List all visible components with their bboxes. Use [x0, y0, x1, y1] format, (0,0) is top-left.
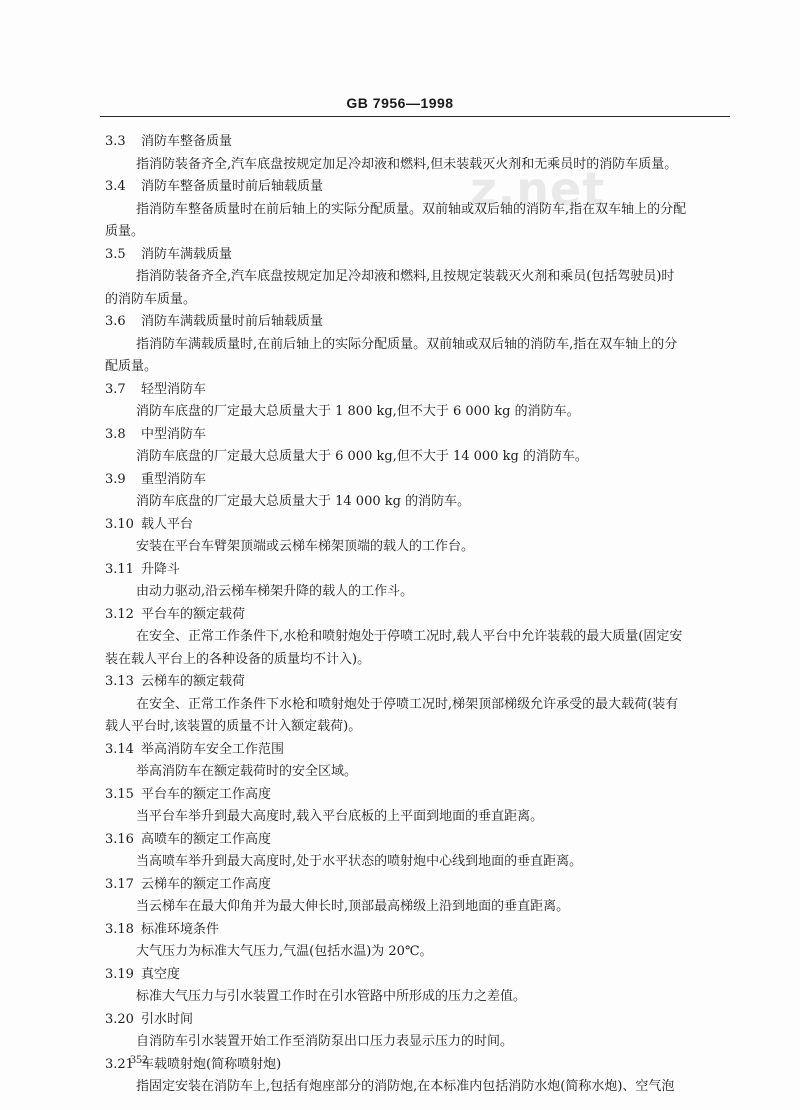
definition-section [105, 739, 737, 784]
definition-section [105, 874, 737, 919]
section-title: 云梯车的额定载荷 [141, 674, 246, 689]
definition-text: 指消防车整备质量时在前后轴上的实际分配质量。双前轴或双后轴的消防车,指在双车轴上的分配 [136, 201, 687, 217]
definition-section [105, 379, 737, 424]
section-number: 3.6 [105, 314, 126, 329]
section-title: 高喷车的额定工作高度 [141, 831, 272, 847]
section-title: 消防车整备质量时前后轴载质量 [141, 179, 324, 194]
definition-text-continuation: 的消防车质量。 [105, 291, 197, 307]
definitions-list [105, 131, 737, 1099]
definition-text: 标准大气压力与引水装置工作时在引水管路中所形成的压力之差值。 [136, 989, 527, 1004]
section-number: 3.15 [105, 786, 134, 802]
section-number: 3.4 [105, 179, 126, 194]
section-heading [105, 874, 737, 897]
definition-text: 指固定安装在消防车上,包括有炮座部分的消防炮,在本标准内包括消防水炮(简称水炮)、空气泡 [136, 1079, 675, 1094]
definition-section [105, 784, 737, 829]
section-title: 轻型消防车 [141, 381, 207, 397]
definition-section [105, 604, 737, 672]
definition-text: 指消防车满载质量时,在前后轴上的实际分配质量。双前轴或双后轴的消防车,指在双车轴上的分 [136, 336, 678, 352]
definition-section [105, 244, 737, 312]
definition-text: 消防车底盘的厂定最大总质量大于 6 000 kg,但不大于 14 000 kg 的消防车。 [136, 449, 588, 464]
section-number: 3.7 [105, 381, 126, 397]
definition-text: 由动力驱动,沿云梯车梯架升降的载人的工作斗。 [136, 584, 414, 599]
section-number: 3.8 [105, 426, 126, 442]
section-heading [105, 514, 737, 537]
section-title: 真空度 [141, 966, 181, 982]
section-heading [105, 964, 737, 987]
definition-section [105, 424, 737, 469]
definition-text: 大气压力为标准大气压力,气温(包括水温)为 20℃。 [136, 944, 433, 959]
definition-section [105, 559, 737, 604]
section-title: 升降斗 [141, 561, 181, 577]
section-title: 中型消防车 [141, 426, 207, 442]
section-number: 3.16 [105, 831, 134, 847]
section-number: 3.18 [105, 921, 134, 937]
section-title: 举高消防车安全工作范围 [141, 741, 285, 757]
definition-text: 当云梯车在最大仰角并为最大伸长时,顶部最高梯级上沿到地面的垂直距离。 [136, 899, 570, 914]
definition-text: 自消防车引水装置开始工作至消防泵出口压力表显示压力的时间。 [136, 1034, 514, 1049]
definition-text: 指消防装备齐全,汽车底盘按规定加足冷却液和燃料,且按规定装载灭火剂和乘员(包括驾驶员)时 [136, 269, 675, 284]
section-number: 3.21 [105, 1056, 134, 1072]
section-number: 3.12 [105, 606, 134, 622]
definition-text: 指消防装备齐全,汽车底盘按规定加足冷却液和燃料,但未装载灭火剂和无乘员时的消防车质量。 [136, 156, 678, 172]
section-heading [105, 919, 737, 942]
definition-text: 消防车底盘的厂定最大总质量大于 14 000 kg 的消防车。 [136, 494, 471, 509]
definition-text: 举高消防车在额定载荷时的安全区域。 [136, 764, 358, 779]
section-heading [105, 424, 737, 447]
standard-header: GB 7956—1998 [346, 95, 454, 111]
section-heading [105, 244, 737, 267]
section-title: 车载喷射炮(简称喷射炮) [141, 1056, 282, 1072]
section-heading [105, 469, 737, 492]
section-heading [105, 559, 737, 582]
definition-text-continuation: 装在载人平台上的各种设备的质量均不计入)。 [105, 651, 371, 667]
section-heading [105, 176, 737, 199]
section-heading [105, 1009, 737, 1032]
definition-section [105, 469, 737, 514]
section-title: 消防车满载质量时前后轴载质量 [141, 314, 324, 329]
definition-text-continuation: 质量。 [105, 224, 145, 239]
section-heading [105, 784, 737, 807]
section-number: 3.11 [105, 561, 134, 577]
section-number: 3.13 [105, 674, 134, 689]
section-number: 3.20 [105, 1011, 134, 1027]
watermark: z.net [470, 162, 606, 216]
section-number: 3.14 [105, 741, 134, 757]
definition-text: 消防车底盘的厂定最大总质量大于 1 800 kg,但不大于 6 000 kg 的消防车。 [136, 404, 580, 419]
definition-section [105, 514, 737, 559]
definition-text: 当平台车举升到最大高度时,载入平台底板的上平面到地面的垂直距离。 [136, 809, 544, 824]
section-title: 平台车的额定载荷 [141, 606, 246, 622]
section-heading [105, 671, 737, 694]
section-number: 3.5 [105, 246, 126, 262]
definition-section [105, 311, 737, 379]
page-number: 352 [130, 1052, 148, 1066]
section-title: 平台车的额定工作高度 [141, 786, 272, 802]
header-rule [100, 116, 730, 117]
definition-section [105, 176, 737, 244]
definition-section [105, 964, 737, 1009]
section-number: 3.10 [105, 516, 134, 532]
section-heading [105, 829, 737, 852]
section-title: 标准环境条件 [141, 921, 220, 937]
section-heading [105, 604, 737, 627]
section-title: 云梯车的额定工作高度 [141, 876, 272, 892]
section-heading [105, 739, 737, 762]
definition-section [105, 1009, 737, 1054]
section-number: 3.3 [105, 134, 126, 149]
definition-text: 在安全、正常工作条件下,水枪和喷射炮处于停喷工况时,载人平台中允许装载的最大质量(固定安 [136, 629, 683, 644]
section-heading [105, 379, 737, 402]
definition-section [105, 671, 737, 739]
section-heading [105, 1054, 737, 1077]
section-heading [105, 131, 737, 154]
definition-section [105, 919, 737, 964]
section-title: 引水时间 [141, 1011, 194, 1027]
definition-section [105, 1054, 737, 1099]
section-number: 3.19 [105, 966, 134, 982]
section-title: 重型消防车 [141, 471, 207, 487]
definition-section [105, 829, 737, 874]
definition-text: 在安全、正常工作条件下水枪和喷射炮处于停喷工况时,梯架顶部梯级允许承受的最大载荷(装有 [136, 696, 679, 712]
definition-text-continuation: 配质量。 [105, 359, 158, 374]
section-title: 消防车满载质量 [141, 246, 233, 262]
section-heading [105, 311, 737, 334]
section-number: 3.17 [105, 876, 134, 892]
definition-section [105, 131, 737, 176]
definition-text: 当高喷车举升到最大高度时,处于水平状态的喷射炮中心线到地面的垂直距离。 [136, 854, 583, 869]
section-title: 载人平台 [141, 516, 194, 532]
section-title: 消防车整备质量 [141, 134, 233, 149]
section-number: 3.9 [105, 471, 126, 487]
definition-text: 安装在平台车臂架顶端或云梯车梯架顶端的载人的工作台。 [136, 539, 475, 554]
definition-text-continuation: 载人平台时,该装置的质量不计入额定载荷)。 [105, 719, 362, 734]
